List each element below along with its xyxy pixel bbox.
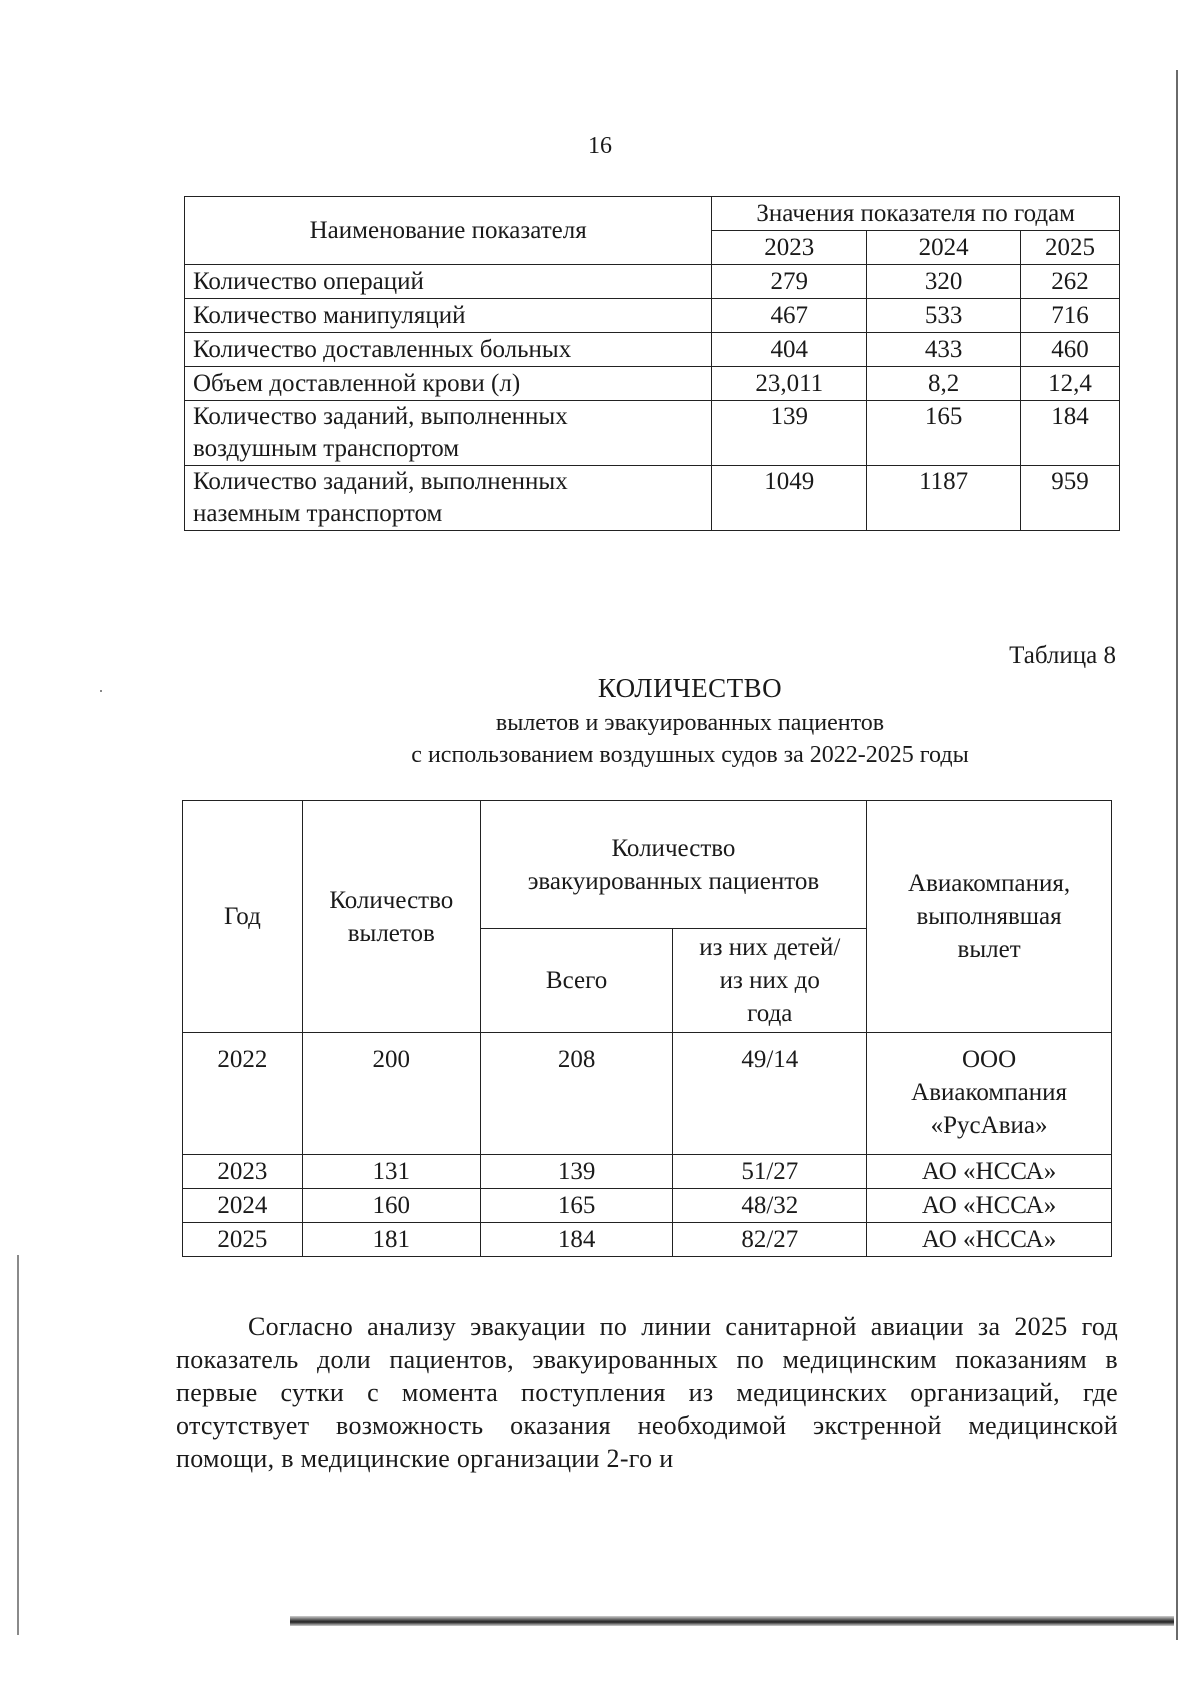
year-header: 2024 bbox=[867, 231, 1021, 265]
table-cell: 184 bbox=[480, 1223, 673, 1257]
indicator-label-line: воздушным транспортом bbox=[193, 435, 460, 462]
evacuated-header bbox=[480, 801, 866, 929]
table-row bbox=[185, 367, 1120, 401]
table-row bbox=[183, 1223, 1112, 1257]
table-cell: 160 bbox=[302, 1189, 480, 1223]
table-row bbox=[183, 1189, 1112, 1223]
table-row bbox=[183, 1155, 1112, 1189]
table-cell: 460 bbox=[1021, 333, 1120, 367]
scan-edge-right bbox=[1176, 70, 1178, 1640]
table-cell: 467 bbox=[712, 299, 867, 333]
table-cell: 139 bbox=[712, 401, 867, 466]
header-line: Количество bbox=[329, 886, 454, 914]
table-cell: 82/27 bbox=[673, 1223, 867, 1257]
table-cell: 12,4 bbox=[1021, 367, 1120, 401]
table-cell: 1049 bbox=[712, 466, 867, 531]
year-header: Год bbox=[183, 801, 303, 1033]
table-cell: 23,011 bbox=[712, 367, 867, 401]
table-subtitle: с использованием воздушных судов за 2022-2025 годы bbox=[411, 742, 969, 768]
header-line: вылетов bbox=[347, 919, 435, 947]
indicators-table bbox=[184, 196, 1120, 531]
table-row bbox=[185, 299, 1120, 333]
table-row bbox=[185, 333, 1120, 367]
table-cell: 533 bbox=[867, 299, 1021, 333]
flights-table bbox=[182, 800, 1112, 1257]
header-line: Количество bbox=[611, 834, 736, 862]
children-header bbox=[673, 929, 867, 1033]
scan-edge-bottom bbox=[290, 1616, 1174, 1626]
header-line: года bbox=[747, 1000, 793, 1027]
table-cell: 716 bbox=[1021, 299, 1120, 333]
table-row bbox=[185, 401, 1120, 466]
total-header: Всего bbox=[480, 929, 673, 1033]
page-number: 16 bbox=[588, 133, 612, 159]
airline-line: Авиакомпания bbox=[911, 1079, 1067, 1106]
table-cell bbox=[867, 1033, 1112, 1155]
table-cell: 139 bbox=[480, 1155, 673, 1189]
flights-header bbox=[302, 801, 480, 1033]
values-by-year-header: Значения показателя по годам bbox=[712, 197, 1120, 231]
table-cell: 2024 bbox=[183, 1189, 303, 1223]
header-line: выполнявшая bbox=[916, 903, 1062, 930]
indicator-label: Объем доставленной крови (л) bbox=[185, 367, 712, 401]
table-cell: 262 bbox=[1021, 265, 1120, 299]
table-cell: 2022 bbox=[183, 1033, 303, 1155]
indicator-label-line: Количество заданий, выполненных bbox=[193, 403, 568, 430]
header-line: из них до bbox=[719, 967, 820, 994]
table-cell: 51/27 bbox=[673, 1155, 867, 1189]
airline-header bbox=[867, 801, 1112, 1033]
table-cell: 165 bbox=[480, 1189, 673, 1223]
indicator-label: Количество доставленных больных bbox=[185, 333, 712, 367]
indicator-label-line: наземным транспортом bbox=[193, 500, 443, 527]
table-cell: 433 bbox=[867, 333, 1021, 367]
table-cell: АО «НССА» bbox=[867, 1155, 1112, 1189]
table-cell: 320 bbox=[867, 265, 1021, 299]
header-line: эвакуированных пациентов bbox=[527, 867, 820, 895]
table-cell: 165 bbox=[867, 401, 1021, 466]
table-subtitle: вылетов и эвакуированных пациентов bbox=[495, 710, 885, 736]
table-cell: 181 bbox=[302, 1223, 480, 1257]
scan-edge-left bbox=[17, 1255, 19, 1635]
table-cell: АО «НССА» bbox=[867, 1223, 1112, 1257]
body-paragraph: Согласно анализу эвакуации по линии санитарной авиации за 2025 год показатель доли пациентов, эвакуированных по медицинским показаниям в первые сутки с момента поступления из медицинских организаций, где отсутствует возможность оказания необходимой экстренной медицинской помощи, в медицинские организации 2-го и bbox=[176, 1312, 1118, 1473]
year-header: 2025 bbox=[1021, 231, 1120, 265]
table-reference: Таблица 8 bbox=[1009, 642, 1116, 669]
airline-line: ООО bbox=[961, 1046, 1017, 1073]
indicator-label bbox=[185, 466, 712, 531]
header-line: вылет bbox=[957, 936, 1021, 963]
indicator-label: Количество манипуляций bbox=[185, 299, 712, 333]
indicator-label bbox=[185, 401, 712, 466]
indicator-name-header: Наименование показателя bbox=[185, 197, 712, 265]
table-cell: АО «НССА» bbox=[867, 1189, 1112, 1223]
table-cell: 184 bbox=[1021, 401, 1120, 466]
table-title: КОЛИЧЕСТВО bbox=[597, 673, 783, 703]
table-cell: 200 bbox=[302, 1033, 480, 1155]
table-cell: 279 bbox=[712, 265, 867, 299]
table-header-row bbox=[183, 801, 1112, 929]
header-line: из них детей/ bbox=[699, 934, 841, 961]
table-row bbox=[183, 1033, 1112, 1155]
table-header-row bbox=[185, 197, 1120, 231]
header-line: Авиакомпания, bbox=[908, 870, 1071, 897]
table-cell: 48/32 bbox=[673, 1189, 867, 1223]
year-header: 2023 bbox=[712, 231, 867, 265]
table-cell: 8,2 bbox=[867, 367, 1021, 401]
airline-line: «РусАвиа» bbox=[930, 1112, 1048, 1139]
table-cell: 2023 bbox=[183, 1155, 303, 1189]
table-cell: 1187 bbox=[867, 466, 1021, 531]
table-cell: 2025 bbox=[183, 1223, 303, 1257]
table-row bbox=[185, 265, 1120, 299]
table-cell: 131 bbox=[302, 1155, 480, 1189]
table-cell: 49/14 bbox=[673, 1033, 867, 1155]
table-row bbox=[185, 466, 1120, 531]
table-cell: 404 bbox=[712, 333, 867, 367]
table-cell: 208 bbox=[480, 1033, 673, 1155]
table-cell: 959 bbox=[1021, 466, 1120, 531]
indicator-label-line: Количество заданий, выполненных bbox=[193, 468, 568, 495]
indicator-label: Количество операций bbox=[185, 265, 712, 299]
